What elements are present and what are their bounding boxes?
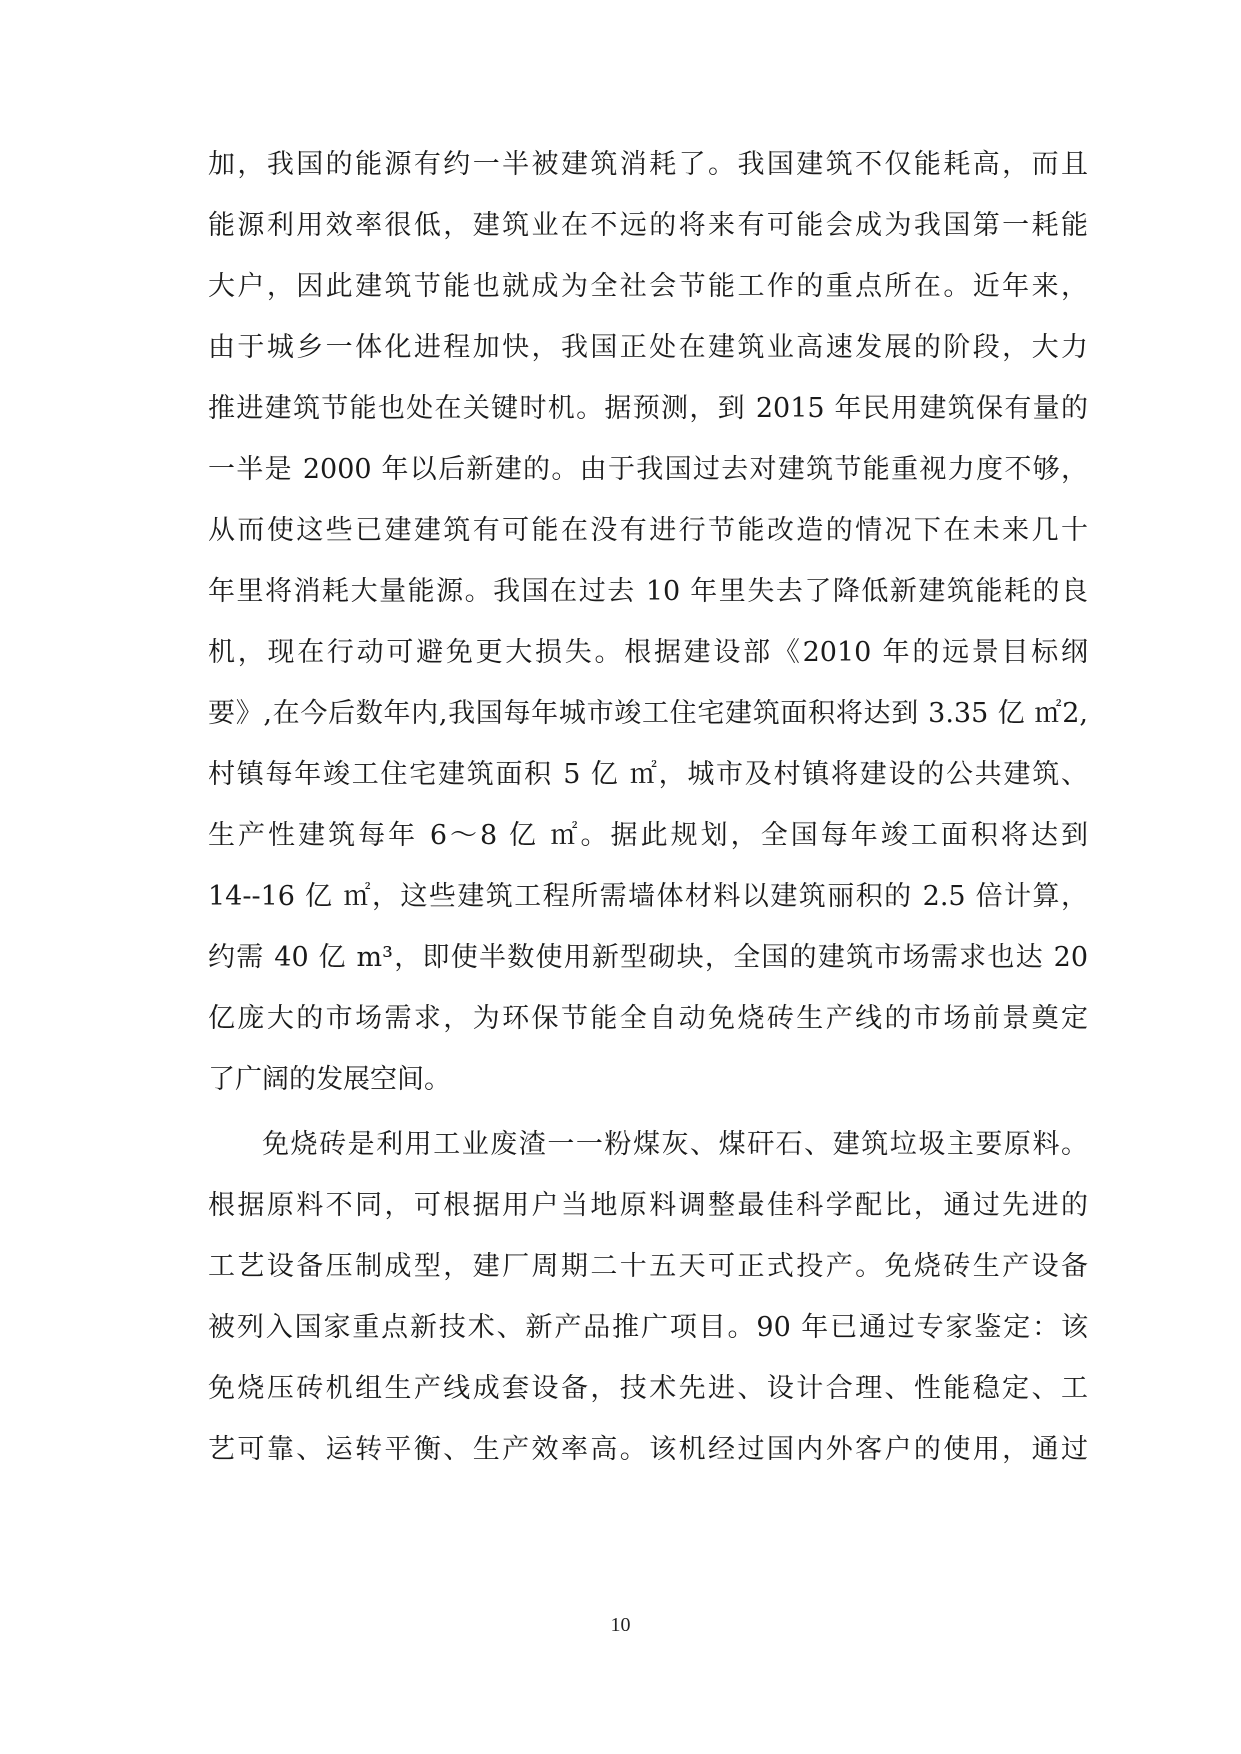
text-line: 能源利用效率很低，建筑业在不远的将来有可能会成为我国第一耗能	[208, 210, 1088, 241]
text-line: 推进建筑节能也处在关键时机。据预测，到 2015 年民用建筑保有量的	[208, 393, 1088, 424]
text-line: 工艺设备压制成型，建厂周期二十五天可正式投产。免烧砖生产设备	[208, 1251, 1088, 1282]
text-line: 14--16 亿 ㎡，这些建筑工程所需墙体材料以建筑丽积的 2.5 倍计算，	[208, 881, 1088, 912]
text-line: 一半是 2000 年以后新建的。由于我国过去对建筑节能重视力度不够，	[208, 454, 1088, 485]
text-line: 大户，因此建筑节能也就成为全社会节能工作的重点所在。近年来，	[208, 271, 1088, 302]
text-line: 年里将消耗大量能源。我国在过去 10 年里失去了降低新建筑能耗的良	[208, 576, 1088, 607]
body-text	[208, 134, 1088, 1480]
text-line: 了广阔的发展空间。	[208, 1064, 451, 1095]
text-line: 生产性建筑每年 6～8 亿 ㎡。据此规划，全国每年竣工面积将达到	[208, 820, 1088, 851]
page-number: 10	[610, 1614, 631, 1636]
text-line: 村镇每年竣工住宅建筑面积 5 亿 ㎡，城市及村镇将建设的公共建筑、	[208, 759, 1088, 790]
text-line: 从而使这些已建建筑有可能在没有进行节能改造的情况下在未来几十	[208, 515, 1088, 546]
text-line: 要》,在今后数年内,我国每年城市竣工住宅建筑面积将达到 3.35 亿 ㎡2,	[208, 698, 1088, 729]
text-line: 被列入国家重点新技术、新产品推广项目。90 年已通过专家鉴定：该	[208, 1312, 1088, 1343]
text-line: 亿庞大的市场需求，为环保节能全自动免烧砖生产线的市场前景奠定	[208, 1003, 1088, 1034]
text-line: 艺可靠、运转平衡、生产效率高。该机经过国内外客户的使用，通过	[208, 1434, 1088, 1465]
text-line: 免烧压砖机组生产线成套设备，技术先进、设计合理、性能稳定、工	[208, 1373, 1088, 1404]
paragraph-1	[208, 134, 1088, 1110]
text-line: 由于城乡一体化进程加快，我国正处在建筑业高速发展的阶段，大力	[208, 332, 1088, 363]
paragraph-2	[208, 1114, 1088, 1480]
text-line: 免烧砖是利用工业废渣一一粉煤灰、煤矸石、建筑垃圾主要原料。	[262, 1129, 1088, 1160]
text-line: 机，现在行动可避免更大损失。根据建设部《2010 年的远景目标纲	[208, 637, 1088, 668]
text-line: 约需 40 亿 m³，即使半数使用新型砌块，全国的建筑市场需求也达 20	[208, 942, 1088, 973]
text-line: 加，我国的能源有约一半被建筑消耗了。我国建筑不仅能耗高，而且	[208, 149, 1088, 180]
text-line: 根据原料不同，可根据用户当地原料调整最佳科学配比，通过先进的	[208, 1190, 1088, 1221]
